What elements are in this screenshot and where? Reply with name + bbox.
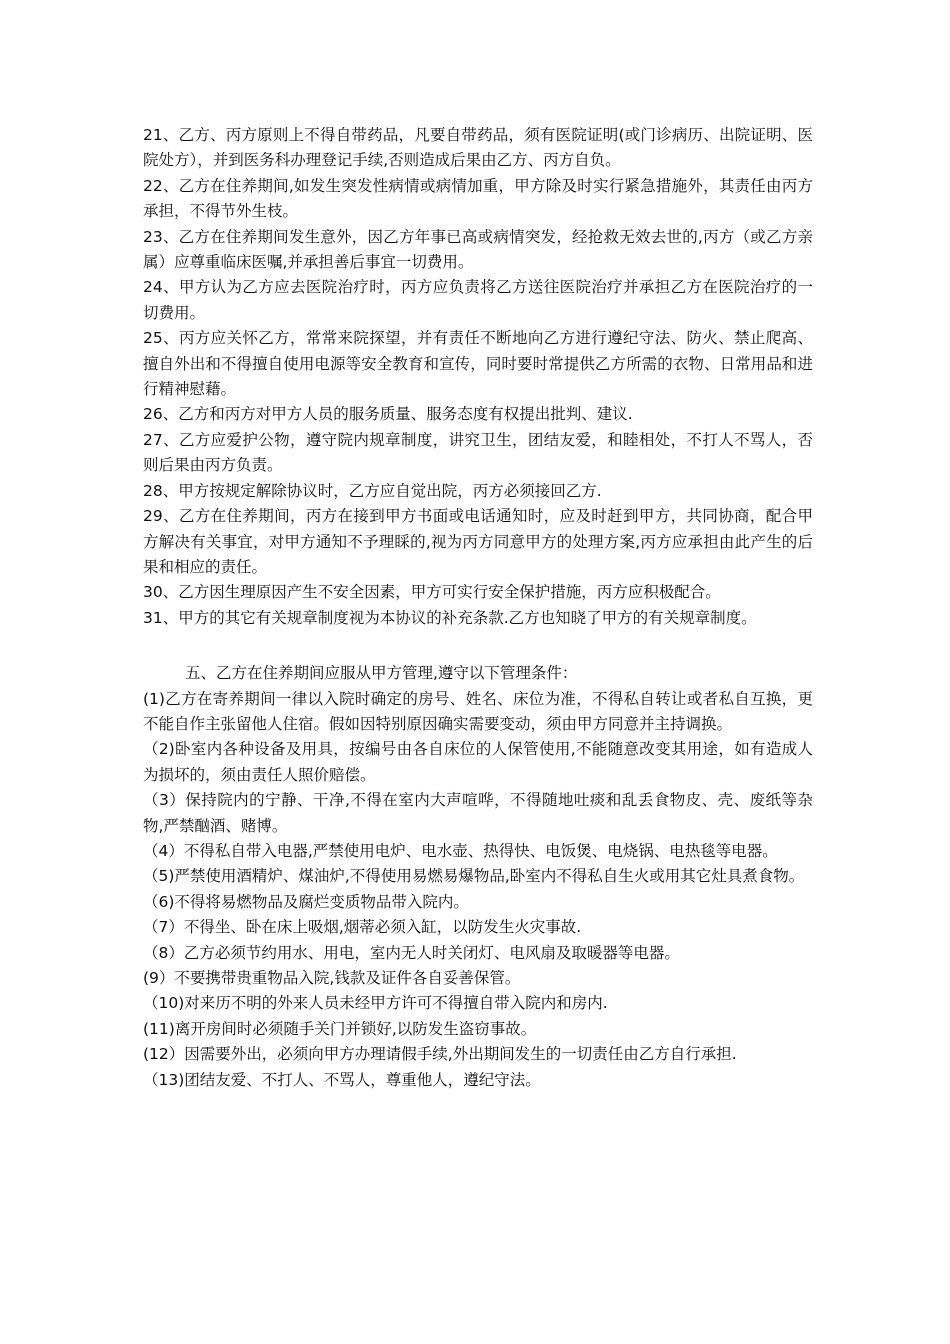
section-5-heading: 五、乙方在住养期间应服从甲方管理,遵守以下管理条件： [185, 664, 578, 683]
rule-item-7: （7）不得坐、卧在床上吸烟,烟蒂必须入缸，以防发生火灾事故. [143, 918, 582, 937]
clause-27: 27、乙方应爱护公物，遵守院内规章制度，讲究卫生，团结友爱，和睦相处，不打人不骂人，否则后果由丙方负责。 [143, 430, 813, 475]
clause-31: 31、甲方的其它有关规章制度视为本协议的补充条款.乙方也知晓了甲方的有关规章制度。 [143, 608, 757, 627]
rule-item-11: (11)离开房间时必须随手关门并锁好,以防发生盗窃事故。 [143, 1019, 537, 1038]
clause-30: 30、乙方因生理原因产生不安全因素，甲方可实行安全保护措施，丙方应积极配合。 [143, 583, 721, 602]
section-5-items [143, 687, 813, 1094]
clause-29: 29、乙方在住养期间，丙方在接到甲方书面或电话通知时，应及时赶到甲方，共同协商，配合甲方解决有关事宜，对甲方通知不予理睬的,视为丙方同意甲方的处理方案,丙方应承担由此产生的后果和相应的责任。 [143, 507, 813, 576]
rule-item-4: （4）不得私自带入电器,严禁使用电炉、电水壶、热得快、电饭煲、电烧锅、电热毯等电器。 [143, 841, 778, 860]
section-spacer [143, 631, 813, 661]
rule-item-8: （8）乙方必须节约用水、用电，室内无人时关闭灯、电风扇及取暖器等电器。 [143, 943, 680, 962]
clause-23: 23、乙方在住养期间发生意外，因乙方年事已高或病情突发，经抢救无效去世的,丙方（或乙方亲属）应尊重临床医嘱,并承担善后事宜一切费用。 [143, 227, 813, 272]
rule-item-10: （10)对来历不明的外来人员未经甲方许可不得擅自带入院内和房内. [143, 994, 608, 1013]
clause-21: 21、乙方、丙方原则上不得自带药品，凡要自带药品，须有医院证明(或门诊病历、出院证明、医院处方），并到医务科办理登记手续,否则造成后果由乙方、丙方自负。 [143, 126, 813, 170]
rule-item-1: (1)乙方在寄养期间一律以入院时确定的房号、姓名、床位为准，不得私自转让或者私自互换，更不能自作主张留他人住宿。假如因特别原因确实需要变动，须由甲方同意并主持调换。 [143, 689, 813, 733]
clause-list [143, 123, 813, 631]
clause-25: 25、丙方应关怀乙方，常常来院探望，并有责任不断地向乙方进行遵纪守法、防火、禁止爬高、擅自外出和不得擅自使用电源等安全教育和宣传，同时要时常提供乙方所需的衣物、日常用品和进行精神慰藉。 [143, 329, 813, 399]
clause-28: 28、甲方按规定解除协议时，乙方应自觉出院，丙方必须接回乙方. [143, 481, 602, 500]
clause-26: 26、乙方和丙方对甲方人员的服务质量、服务态度有权提出批判、建议. [143, 405, 633, 424]
rule-item-6: （6)不得将易燃物品及腐烂变质物品带入院内。 [143, 892, 469, 911]
rule-item-2: （2)卧室内各种设备及用具，按编号由各自床位的人保管使用,不能随意改变其用途，如有造成人为损坏的，须由责任人照价赔偿。 [143, 740, 813, 784]
clause-22: 22、乙方在住养期间,如发生突发性病情或病情加重，甲方除及时实行紧急措施外，其责任由丙方承担，不得节外生枝。 [143, 176, 813, 221]
clause-24: 24、甲方认为乙方应去医院治疗时，丙方应负责将乙方送往医院治疗并承担乙方在医院治疗的一切费用。 [143, 278, 813, 322]
rule-item-12: (12）因需要外出，必须向甲方办理请假手续,外出期间发生的一切责任由乙方自行承担. [143, 1045, 737, 1064]
rule-item-9: (9）不要携带贵重物品入院,钱款及证件各自妥善保管。 [143, 969, 521, 987]
rule-item-3: （3）保持院内的宁静、干净,不得在室内大声喧哗，不得随地吐痰和乱丢食物皮、壳、废纸等杂物,严禁酗酒、赌博。 [143, 791, 813, 835]
rule-item-5: （5)严禁使用酒精炉、煤油炉,不得使用易燃易爆物品,卧室内不得私自生火或用其它灶具煮食物。 [143, 867, 805, 886]
rule-item-13: （13)团结友爱、不打人、不骂人，尊重他人，遵纪守法。 [143, 1070, 541, 1089]
document-page [143, 123, 813, 1093]
